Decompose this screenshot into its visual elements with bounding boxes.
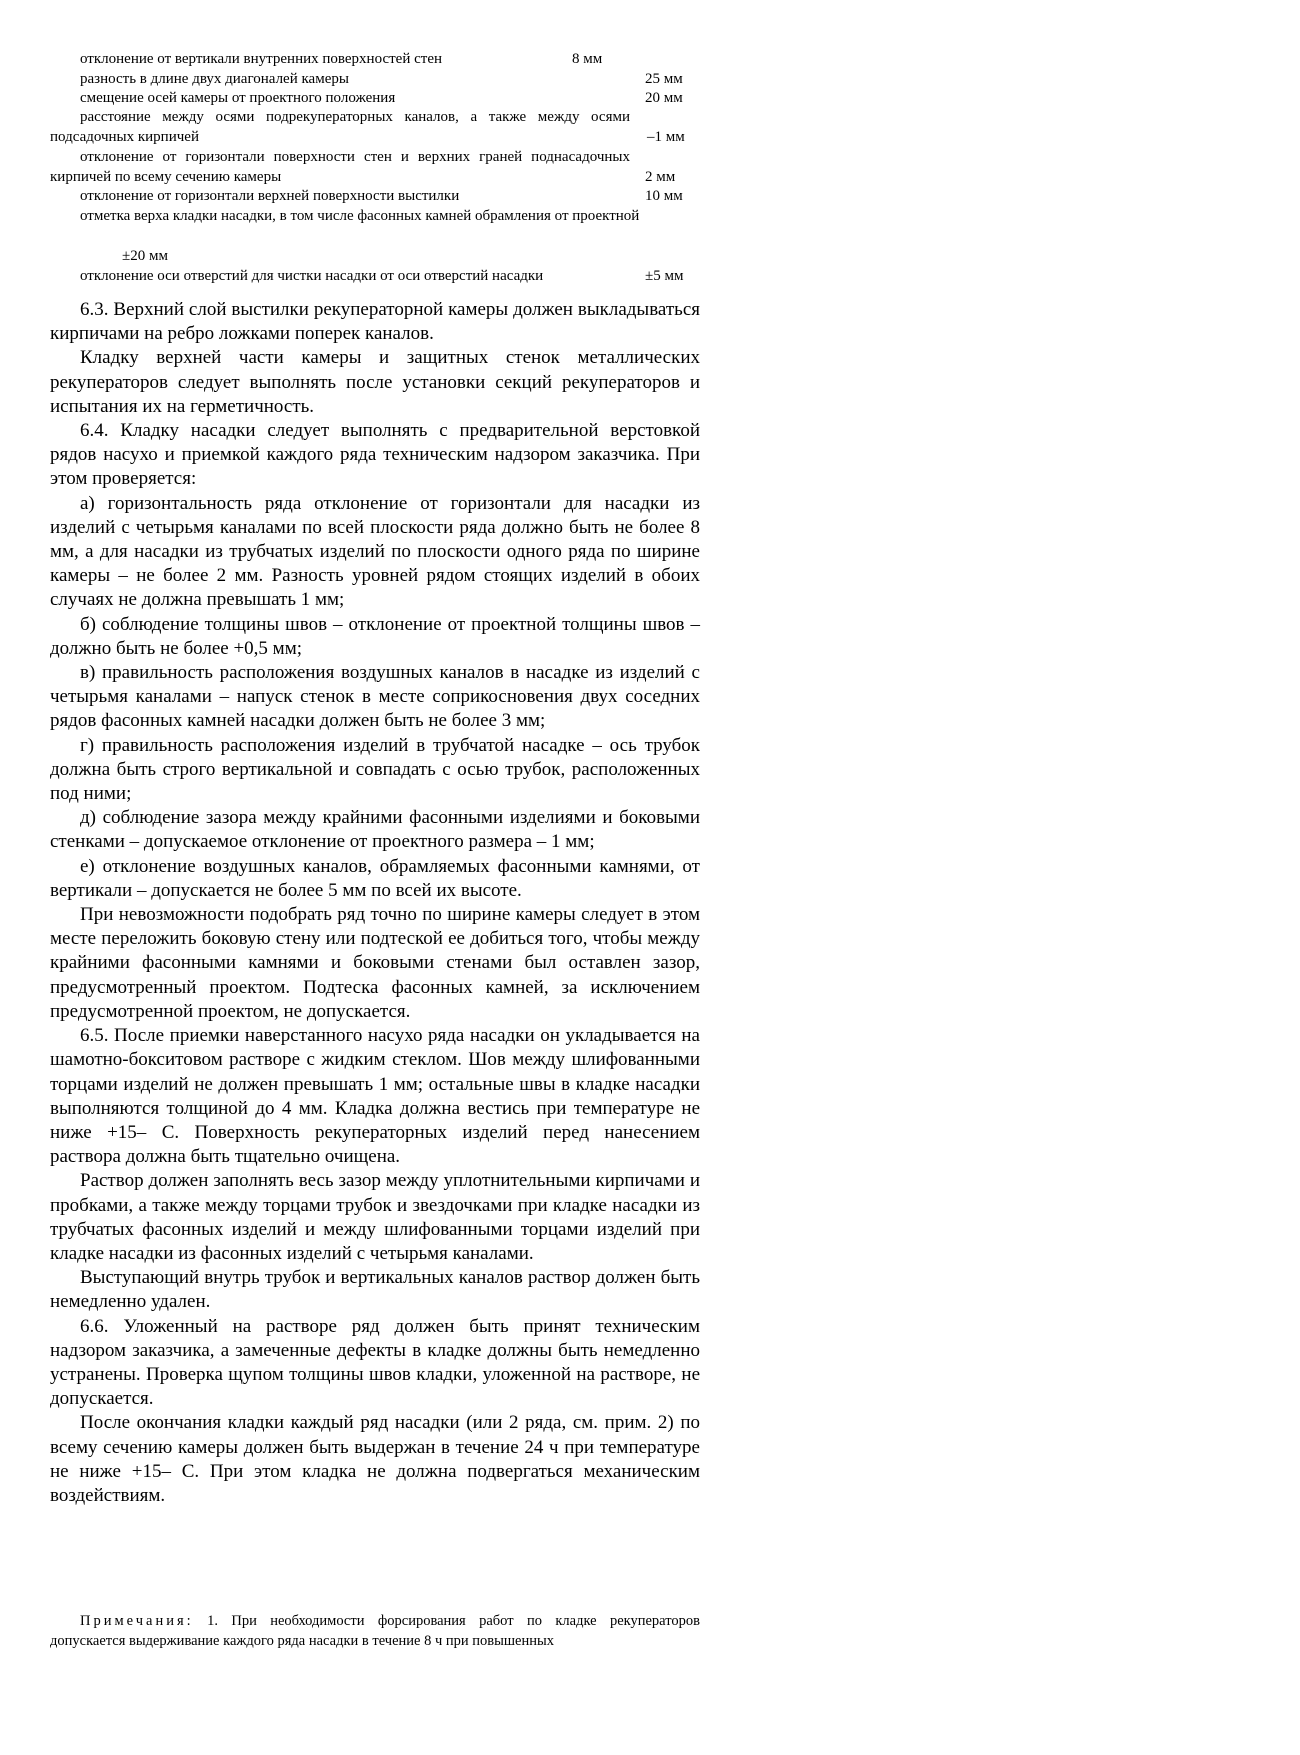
tolerance-value: ±5 мм xyxy=(645,268,684,284)
notes-text: 1. При необходимости форсирования работ по кладке рекуператоров допускается выдерживание каждого ряда насадки в течение 8 ч при повышенных xyxy=(50,1613,700,1649)
paragraph: При невозможности подобрать ряд точно по ширине камеры следует в этом месте переложить боковую стену или подтеской ее добиться того, чтобы между крайними фасонными камнями и боковыми стенами был оставлен зазор, предусмотренный проектом. Подтеска фасонных камней, за исключением предусмотренной проектом, не допускается. xyxy=(50,904,700,1022)
tolerance-text: отклонение от горизонтали поверхности стен и верхних граней поднасадочных кирпичей по всему сечению камеры xyxy=(50,149,630,185)
paragraph: г) правильность расположения изделий в трубчатой насадке – ось трубок должна быть строго вертикальной и совпадать с осью трубок, расположенных под ними; xyxy=(50,734,700,805)
tolerance-row xyxy=(50,108,700,147)
tolerance-value: 8 мм xyxy=(572,51,603,67)
notes xyxy=(50,1612,700,1651)
paragraph: Раствор должен заполнять весь зазор между уплотнительными кирпичами и пробками, а также между торцами трубок и звездочками при кладке насадки из трубчатых фасонных изделий и между шлифованными торцами изделий при кладке насадки из фасонных изделий с четырьмя каналами. xyxy=(50,1170,700,1264)
tolerance-value: 2 мм xyxy=(645,169,676,185)
paragraph: 6.3. Верхний слой выстилки рекуператорной камеры должен выкладываться кирпичами на ребро ложками поперек каналов. xyxy=(50,299,700,345)
tolerance-text: отклонение от вертикали внутренних поверхностей стен xyxy=(80,51,442,67)
paragraph: д) соблюдение зазора между крайними фасонными изделиями и боковыми стенками – допускаемое отклонение от проектного размера – 1 мм; xyxy=(50,807,700,853)
paragraph: б) соблюдение толщины швов – отклонение от проектной толщины швов – должно быть не более +0,5 мм; xyxy=(50,613,700,659)
tolerance-text: отметка верха кладки насадки, в том числе фасонных камней обрамления от проектной xyxy=(80,208,640,224)
tolerance-text: отклонение оси отверстий для чистки насадки от оси отверстий насадки xyxy=(80,268,544,284)
paragraph: Кладку верхней части камеры и защитных стенок металлических рекуператоров следует выполнять после установки секций рекуператоров и испытания их на герметичность. xyxy=(50,347,700,417)
tolerance-text: расстояние между осями подрекуператорных каналов, а также между осями подсадочных кирпичей xyxy=(50,109,630,145)
tolerance-row xyxy=(50,207,700,227)
notes-label: Примечания: xyxy=(80,1613,194,1629)
paragraph: 6.4. Кладку насадки следует выполнять с предварительной верстовкой рядов насухо и приемкой каждого ряда техническим надзором заказчика. При этом проверяется: xyxy=(50,420,700,490)
tolerance-row xyxy=(50,148,700,187)
paragraph: е) отклонение воздушных каналов, обрамляемых фасонными камнями, от вертикали – допускается не более 5 мм по всей их высоте. xyxy=(50,855,700,901)
tolerance-text: разность в длине двух диагоналей камеры xyxy=(80,71,349,87)
paragraph: 6.6. Уложенный на растворе ряд должен быть принят техническим надзором заказчика, а замеченные дефекты в кладке должны быть немедленно устранены. Проверка щупом толщины швов кладки, уложенной на растворе, не допускается. xyxy=(50,1315,700,1410)
tolerance-value: ±20 мм xyxy=(122,248,168,264)
paragraph: а) горизонтальность ряда отклонение от горизонтали для насадки из изделий с четырьмя каналами по всей плоскости ряда должно быть не более 8 мм, а для насадки из трубчатых изделий по плоскости одного ряда по ширине камеры – не более 2 мм. Разность уровней рядом стоящих изделий в обоих случаях не должна превышать 1 мм; xyxy=(50,492,700,611)
paragraph: Выступающий внутрь трубок и вертикальных каналов раствор должен быть немедленно удален. xyxy=(50,1267,700,1313)
tolerance-value: 20 мм xyxy=(645,90,683,106)
paragraph: в) правильность расположения воздушных каналов в насадке из изделий с четырьмя каналами – напуск стенок в месте соприкосновения двух соседних рядов фасонных камней насадки должен быть не более 3 мм; xyxy=(50,662,700,732)
tolerance-text: смещение осей камеры от проектного положения xyxy=(80,90,396,106)
tolerance-text: отклонение от горизонтали верхней поверхности выстилки xyxy=(80,188,460,204)
tolerance-value: 25 мм xyxy=(645,71,683,87)
tolerance-value: –1 мм xyxy=(647,129,685,145)
paragraph: 6.5. После приемки наверстанного насухо ряда насадки он укладывается на шамотно-бокситовом растворе с жидким стеклом. Шов между шлифованными торцами изделий не должен превышать 1 мм; остальные швы в кладке насадки выполняются толщиной до 4 мм. Кладка должна вестись при температуре не ниже +15– С. Поверхность рекуператорных изделий перед нанесением раствора должна быть тщательно очищена. xyxy=(50,1025,700,1168)
tolerance-value: 10 мм xyxy=(645,188,683,204)
paragraph: После окончания кладки каждый ряд насадки (или 2 ряда, см. прим. 2) по всему сечению камеры должен быть выдержан в течение 24 ч при температуре не ниже +15– С. При этом кладка не должна подвергаться механическим воздействиям. xyxy=(50,1412,700,1506)
body-text xyxy=(50,298,700,1508)
